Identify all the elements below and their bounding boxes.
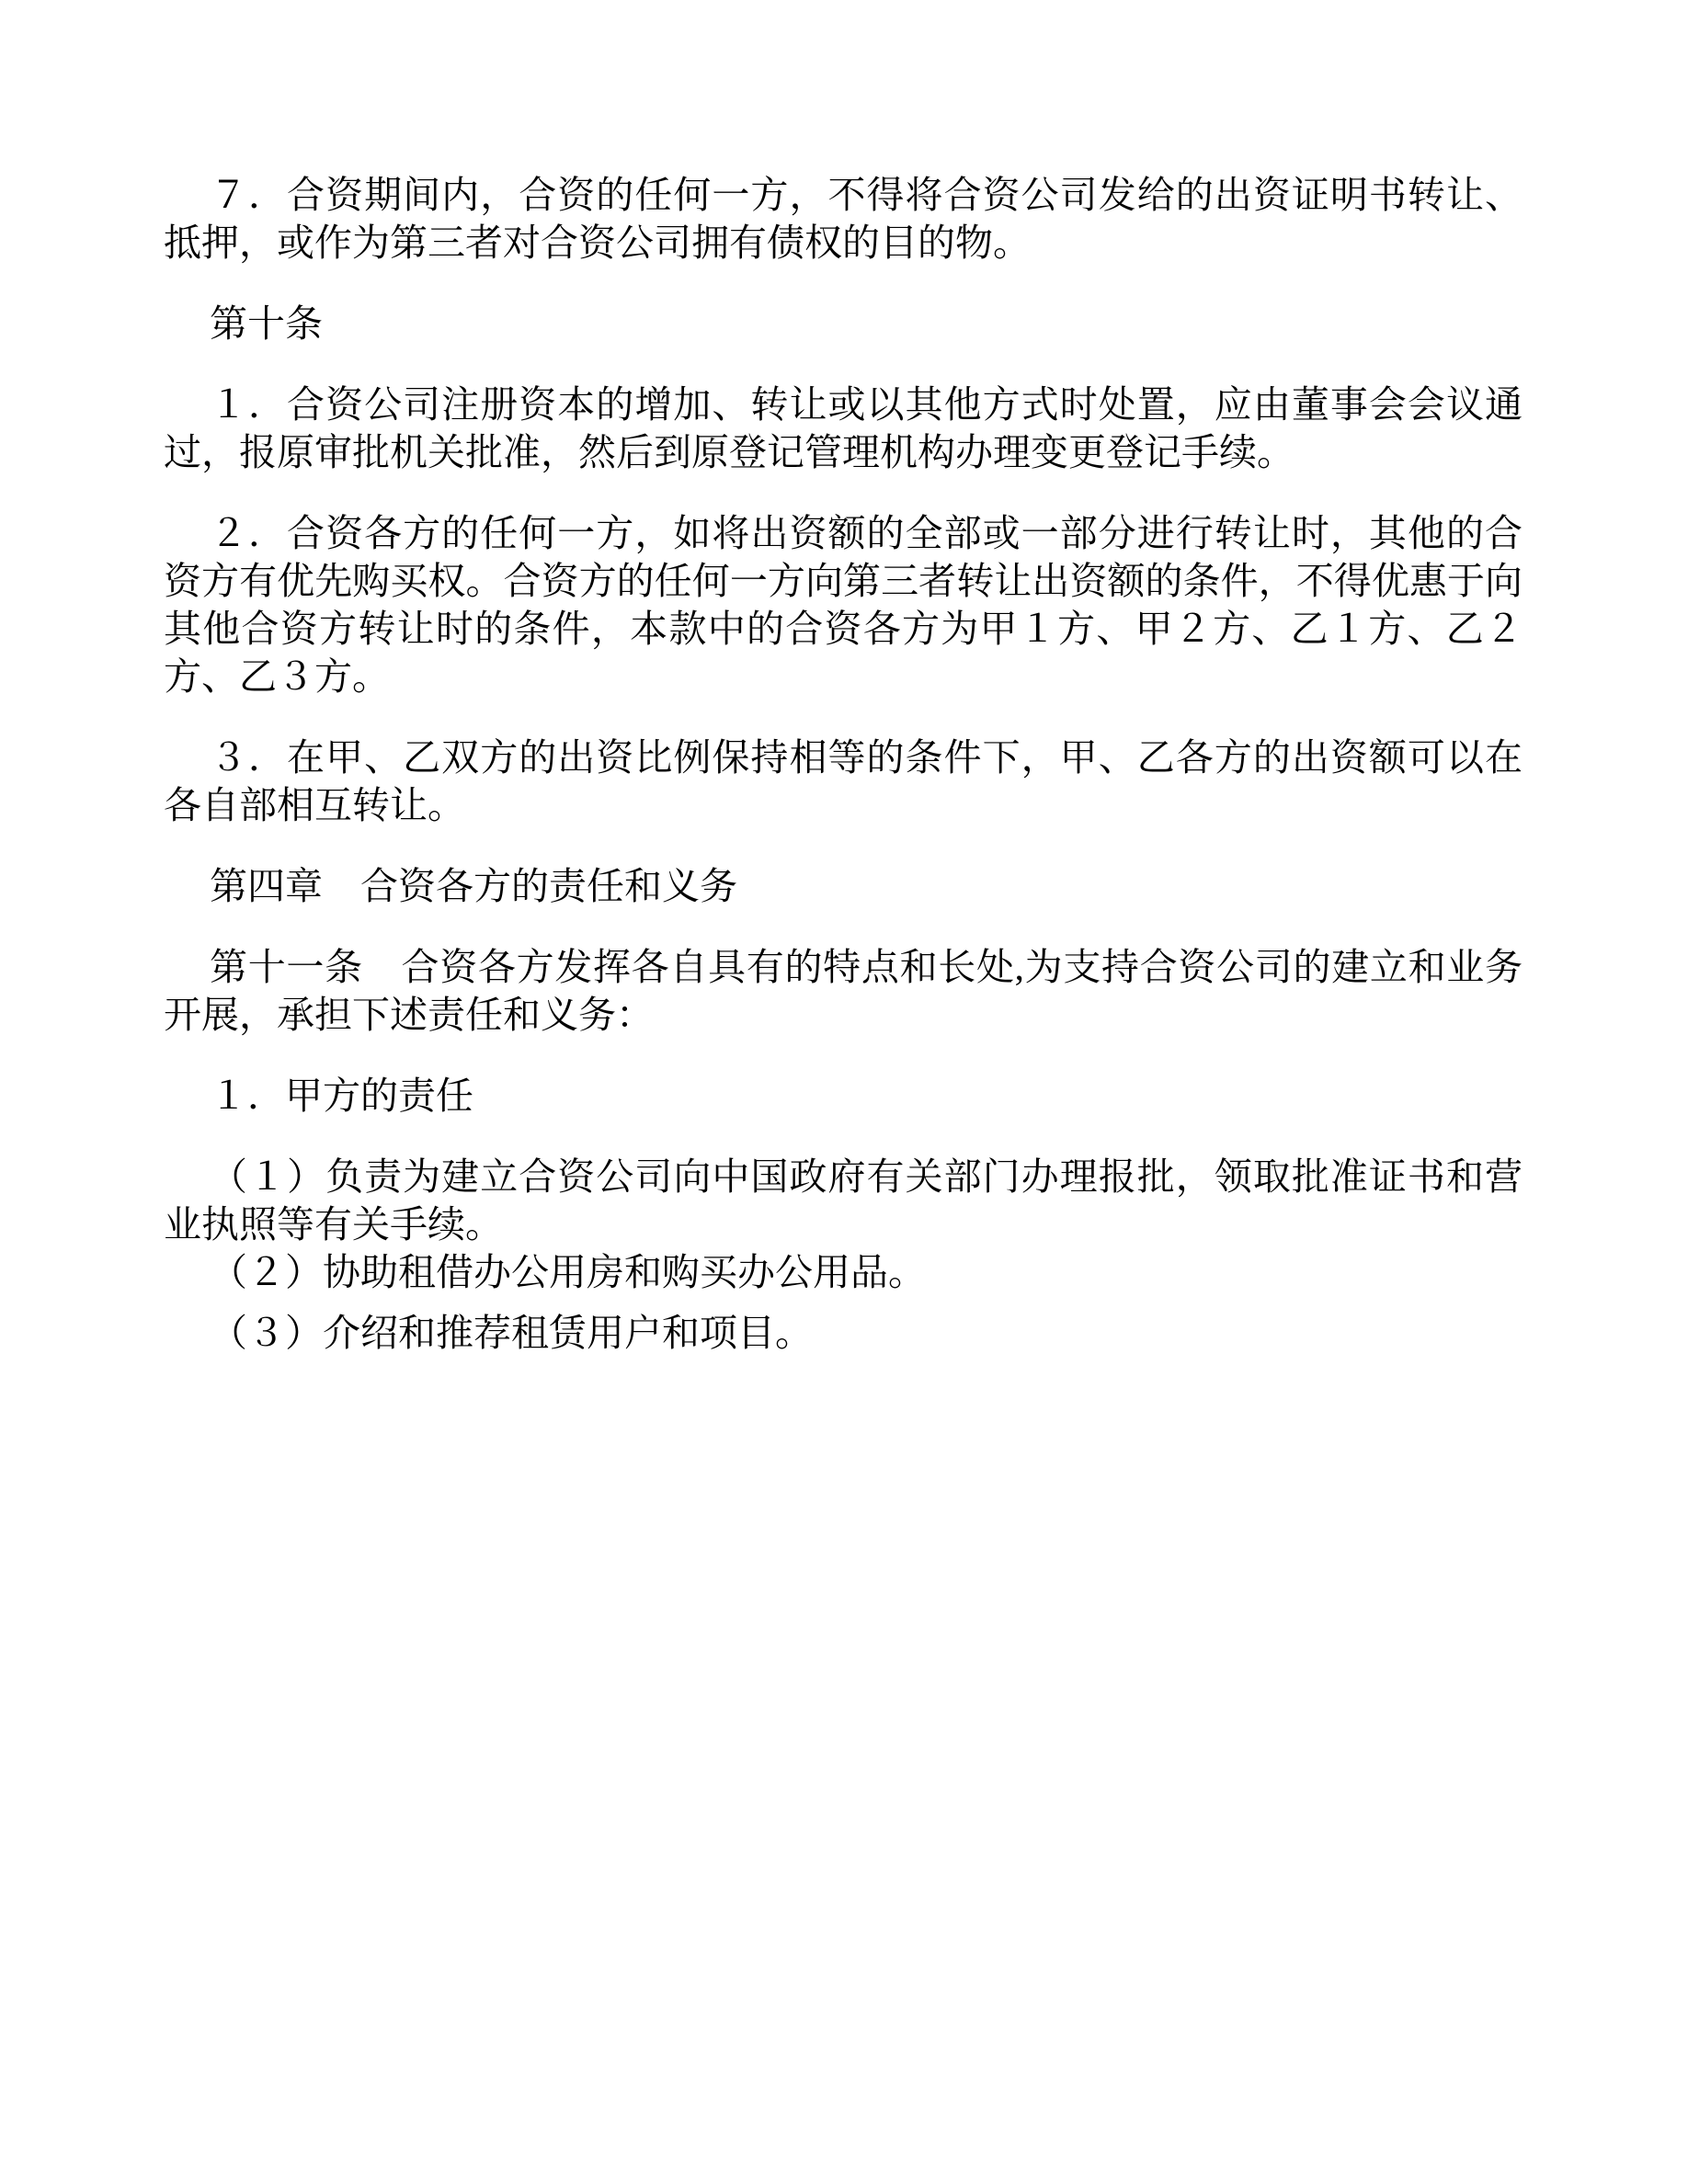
paragraph-party-a-duty-2: （２）协助租借办公用房和购买办公用品。	[210, 1251, 926, 1293]
paragraph-article10-item-2: ２．合资各方的任何一方，如将出资额的全部或一部分进行转让时，其他的合资方有优先购买权。合资方的任何一方向第三者转让出资额的条件，不得优惠于向其他合资方转让时的条件，本款中的合资各方为甲１方、甲２方、乙１方、乙２方、乙３方。	[164, 512, 1523, 698]
heading-party-a-duties: １．甲方的责任	[210, 1075, 473, 1117]
paragraph-party-a-duty-1: （１）负责为建立合资公司向中国政府有关部门办理报批，领取批准证书和营业执照等有关手续。	[164, 1155, 1523, 1246]
paragraph-article10-item-1: １．合资公司注册资本的增加、转让或以其他方式时处置，应由董事会会议通过，报原审批机关批准，然后到原登记管理机构办理变更登记手续。	[164, 383, 1523, 473]
paragraph-article-11: 第十一条 合资各方发挥各自具有的特点和长处,为支持合资公司的建立和业务开展，承担下述责任和义务：	[164, 946, 1523, 1036]
paragraph-party-a-duty-3: （３）介绍和推荐租赁用户和项目。	[210, 1312, 813, 1354]
heading-article-10: 第十条	[210, 302, 323, 345]
heading-chapter-4: 第四章 合资各方的责任和义务	[210, 865, 737, 907]
paragraph-article10-item-3: ３．在甲、乙双方的出资比例保持相等的条件下，甲、乙各方的出资额可以在各自部相互转让。	[164, 736, 1523, 826]
paragraph-clause-7: ７．合资期间内，合资的任何一方，不得将合资公司发给的出资证明书转让、抵押，或作为第三者对合资公司拥有债权的目的物。	[164, 174, 1523, 264]
